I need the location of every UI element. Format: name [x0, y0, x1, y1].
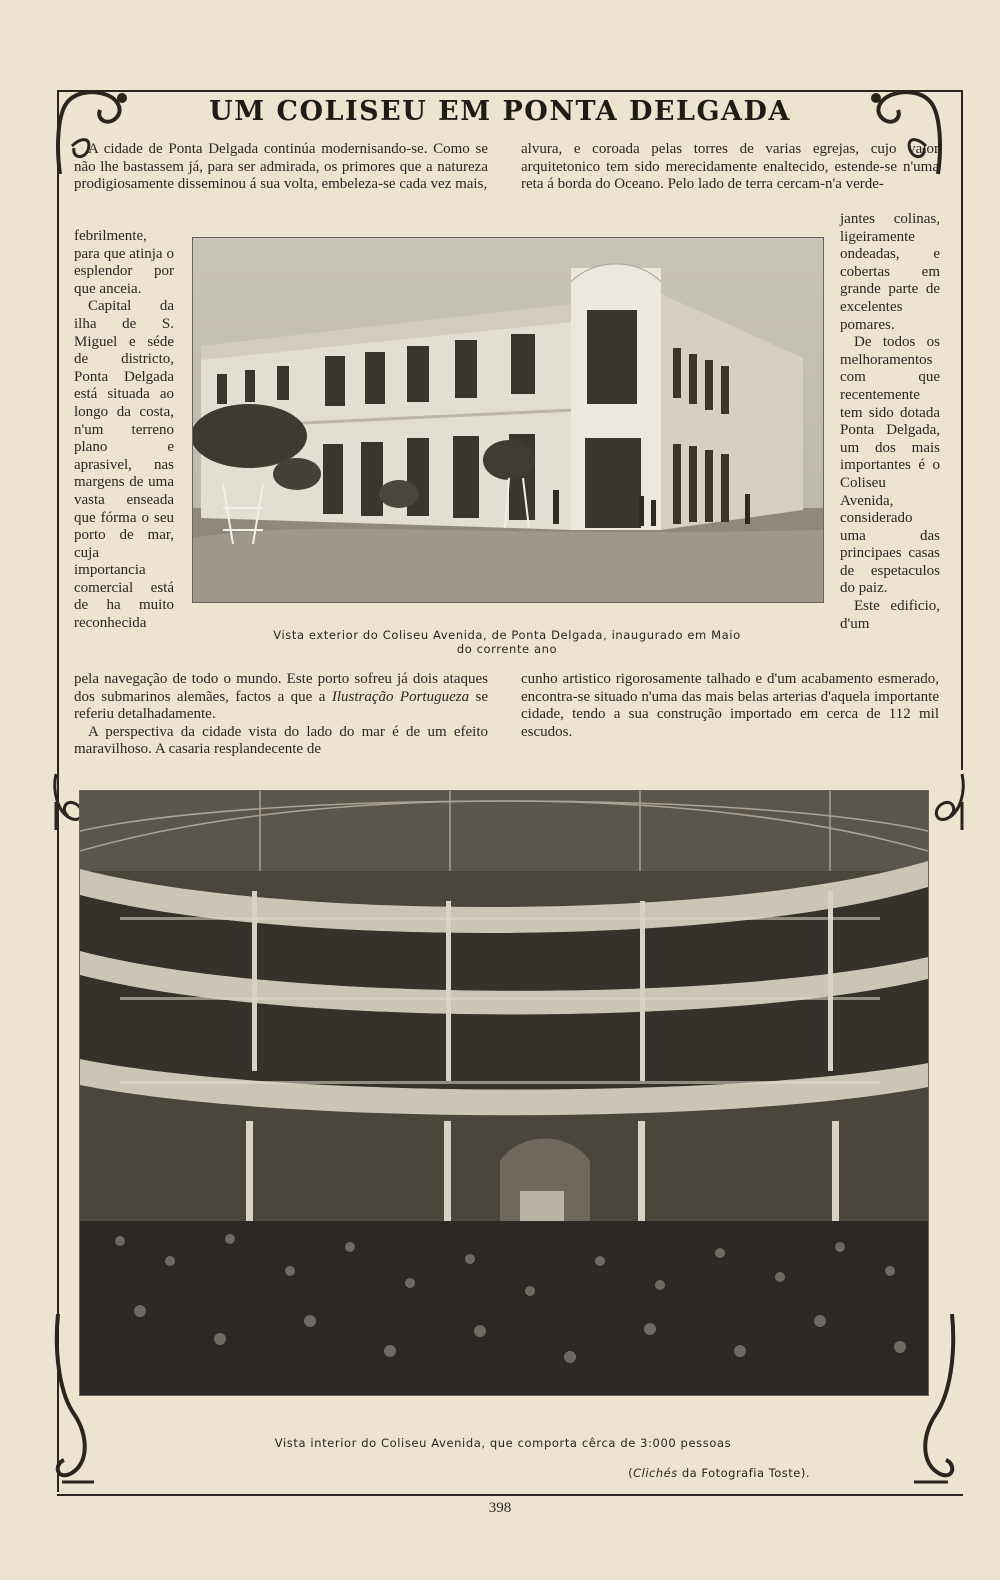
left-column-top [74, 141, 488, 194]
right-column-bottom [521, 671, 939, 741]
exterior-photo-image [193, 238, 823, 602]
paragraph-intro: A cidade de Ponta Delgada continúa modernisando-se. Como se não lhe bastassem já, para ser admirada, os primores que a natureza prodigiosamente disseminou á sua volta, embeleza-se cada vez mais, [74, 141, 488, 193]
credit-italic: Clichés [633, 1466, 678, 1480]
paragraph-colinas: jantes colinas, ligeiramente ondeadas, e cobertas em grande parte de excelentes pomares. [840, 211, 940, 333]
paragraph-port-end: se referiu detalhadamente. [74, 688, 489, 723]
right-column-top [521, 141, 939, 194]
interior-photo [79, 790, 929, 1396]
paragraph-alvura: alvura, e coroada pelas torres de varias egrejas, cujo valor arquitetonico tem sido merecidamente enaltecido, estende-se n'uma reta á borda do Oceano. Pelo lado de terra cercam-n'a verde- [521, 141, 939, 193]
credit-open: ( [628, 1466, 634, 1480]
credit-rest: da Fotografia Toste). [677, 1466, 810, 1480]
paragraph-continued: febrilmente, para que atinja o esplendor por que anceia. [74, 228, 174, 297]
exterior-caption-line-2: do corrente ano [456, 642, 558, 656]
paragraph-melhoramentos: De todos os melhoramentos com que recentemente tem sido dotada Ponta Delgada, um dos mais importantes é o Coliseu Avenida, considerado uma das principaes casas de espetaculos do paiz. [840, 334, 940, 597]
paragraph-cunho: cunho artistico rigorosamente talhado e d'um acabamento esmerado, encontra-se situado n'uma das mais belas arterias d'aquela importante cidade, tendo a sua construção importado em cerca de 112 mil escudos. [521, 671, 939, 740]
left-column-bottom [74, 671, 488, 759]
right-column-narrow [840, 211, 940, 633]
side-ornament-right-icon [928, 772, 968, 832]
publication-name: Ilustração Portugueza [331, 688, 470, 705]
left-column-narrow [74, 228, 174, 633]
photo-credit [628, 1466, 810, 1480]
interior-photo-image [80, 791, 928, 1395]
paragraph-capital: Capital da ilha de S. Miguel e séde de districto, Ponta Delgada está situada ao longo da costa, n'um terreno plano e aprasivel, nas margens de uma vasta enseada que fórma o seu porto de mar, cuja importancia comercial está de ha muito reconhecida [74, 298, 174, 632]
exterior-caption-line-1: Vista exterior do Coliseu Avenida, de Ponta Delgada, inaugurado em Maio [273, 628, 741, 642]
article-title: UM COLISEU EM PONTA DELGADA [209, 96, 791, 127]
interior-caption: Vista interior do Coliseu Avenida, que comporta cêrca de 3:000 pessoas [274, 1436, 732, 1450]
frame-right-rule [961, 90, 963, 770]
paragraph-port [74, 671, 488, 724]
paragraph-edificio: Este edificio, d'um [840, 598, 940, 632]
paragraph-perspective: A perspectiva da cidade vista do lado do mar é de um efeito maravilhoso. A casaria resplandecente de [74, 723, 488, 758]
page-number: 398 [488, 1500, 512, 1516]
paragraph-port-text: pela navegação de todo o mundo. Este porto sofreu já dois ataques dos submarinos alemães, factos a que a [74, 671, 488, 705]
exterior-caption [192, 628, 822, 656]
exterior-photo [192, 237, 824, 603]
